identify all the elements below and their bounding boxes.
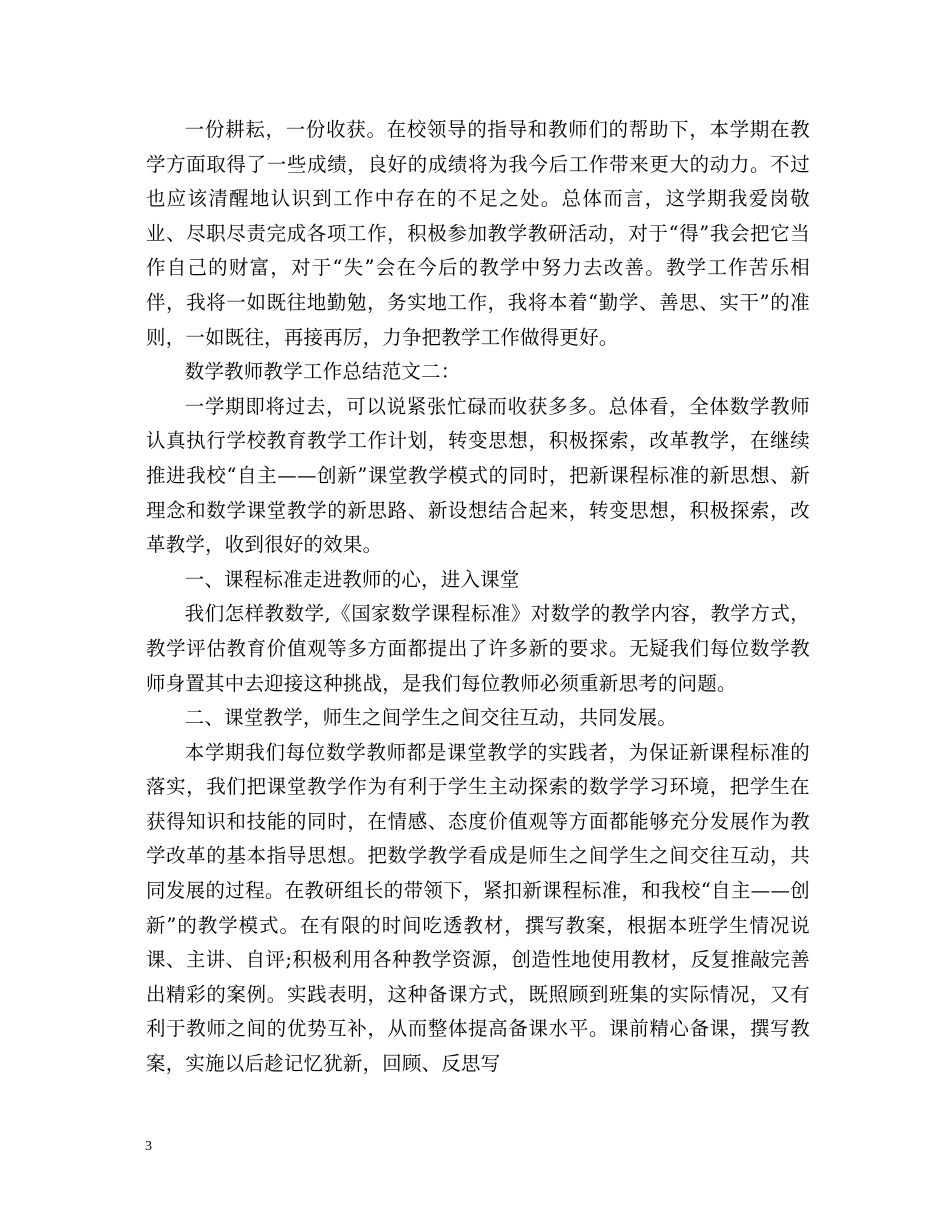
section-heading-classroom-teaching: 二、课堂教学，师生之间学生之间交往互动，共同发展。 xyxy=(184,706,678,730)
section-heading-curriculum-standards: 一、课程标准走进教师的心，进入课堂 xyxy=(184,567,520,591)
paragraph-semester-overview: 一学期即将过去，可以说紧张忙碌而收获多多。总体看，全体数学教师认真执行学校教育教学工作计划，转变思想，积极探索，改革教学，在继续推进我校“自主——创新”课堂教学模式的同时，把新课程标准的新思想、新理念和数学课堂教学的新思路、新设想结合起来，转变思想，积极探索，改革教学，收到很好的效果。 xyxy=(146,394,810,557)
paragraph-classroom-teaching: 本学期我们每位数学教师都是课堂教学的实践者，为保证新课程标准的落实，我们把课堂教学作为有利于学生主动探索的数学学习环境，把学生在获得知识和技能的同时，在情感、态度价值观等方面都能够充分发展作为教学改革的基本指导思想。把数学教学看成是师生之间学生之间交往互动，共同发展的过程。在教研组长的带领下，紧扣新课程标准，和我校“自主——创新”的教学模式。在有限的时间吃透教材，撰写教案，根据本班学生情况说课、主讲、自评;积极利用各种教学资源，创造性地使用教材，反复推敲完善出精彩的案例。实践表明，这种备课方式，既照顾到班集的实际情况，又有利于教师之间的优势互补，从而整体提高备课水平。课前精心备课，撰写教案，实施以后趁记忆犹新，回顾、反思写 xyxy=(146,740,810,1076)
paragraph-curriculum-standards: 我们怎样教数学,《国家数学课程标准》对数学的教学内容，教学方式，教学评估教育价值观等多方面都提出了许多新的要求。无疑我们每位数学教师身置其中去迎接这种挑战，是我们每位教师必须重新思考的问题。 xyxy=(146,602,810,695)
page-number: 3 xyxy=(145,1139,152,1154)
document-body xyxy=(146,113,810,1082)
paragraph-summary-intro: 一份耕耘，一份收获。在校领导的指导和教师们的帮助下，本学期在教学方面取得了一些成绩，良好的成绩将为我今后工作带来更大的动力。不过也应该清醒地认识到工作中存在的不足之处。总体而言，这学期我爱岗敬业、尽职尽责完成各项工作，积极参加教学教研活动，对于“得”我会把它当作自己的财富，对于“失”会在今后的教学中努力去改善。教学工作苦乐相伴，我将一如既往地勤勉，务实地工作，我将本着“勤学、善思、实干”的准则，一如既往，再接再厉，力争把教学工作做得更好。 xyxy=(146,118,810,349)
paragraph-heading-example-two: 数学教师教学工作总结范文二： xyxy=(184,360,461,384)
